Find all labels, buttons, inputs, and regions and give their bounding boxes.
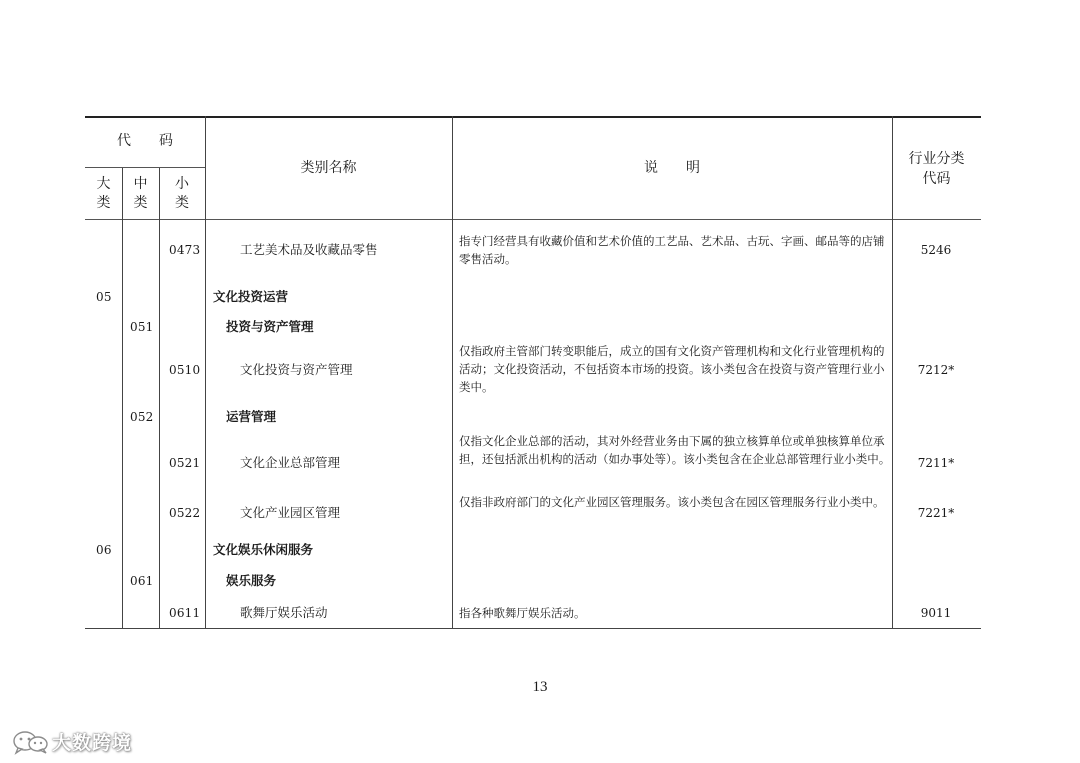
watermark (10, 728, 132, 755)
header-minor (159, 175, 205, 213)
table-row-0522-industry: 7221* (917, 506, 955, 520)
table-row-0521-name: 文化企业总部管理 (240, 455, 341, 470)
table-row-0522-minor: 0522 (169, 506, 201, 520)
table-row-061-name: 娱乐服务 (226, 573, 277, 588)
header-middle (122, 175, 159, 213)
table-row-0611-desc: 指各种歌舞厅娱乐活动。 (459, 606, 586, 620)
table-row-0611-name: 歌舞厅娱乐活动 (240, 605, 328, 620)
table-row-0510-industry: 7212* (917, 363, 955, 377)
header-industry-line1: 行业分类 (908, 151, 965, 167)
table-row-06-major: 06 (96, 543, 112, 557)
header-minor-line1: 小 (175, 176, 189, 192)
table-row-0510-name: 文化投资与资产管理 (240, 362, 353, 377)
header-category-name: 类别名称 (300, 160, 357, 176)
header-description: 说 明 (644, 160, 700, 176)
table-row-0473-name: 工艺美术品及收藏品零售 (240, 242, 378, 257)
table-row-051-name: 投资与资产管理 (226, 319, 314, 334)
page-number: 13 (532, 679, 548, 695)
table-row-05-name: 文化投资运营 (213, 289, 289, 304)
col-divider-name (452, 116, 453, 629)
table-row-0510-minor: 0510 (169, 363, 201, 377)
table-row-0521-desc: 仅指文化企业总部的活动，其对外经营业务由下属的独立核算单位或单独核算单位承担，还包括派出机构的活动（如办事处等）。该小类包含在企业总部管理行业小类中。 (459, 434, 891, 466)
header-middle-line2: 类 (133, 195, 148, 211)
col-divider-minor (205, 116, 206, 629)
table-row-0473-desc: 指专门经营具有收藏价值和艺术价值的工艺品、艺术品、古玩、字画、邮品等的店铺零售活动。 (459, 234, 885, 266)
table-row-06-name: 文化娱乐休闲服务 (213, 542, 314, 557)
wechat-logo-icon (10, 729, 52, 755)
header-bottom-rule (85, 219, 981, 220)
col-divider-middle (159, 168, 160, 629)
header-industry-line2: 代码 (922, 171, 951, 187)
table-row-0611-industry: 9011 (920, 606, 952, 620)
header-major-line2: 类 (96, 195, 111, 211)
table-top-rule (85, 116, 981, 118)
table-row-061-middle: 061 (130, 574, 154, 588)
table-row-05-major: 05 (96, 290, 112, 304)
classification-table (85, 116, 981, 629)
table-row-0473-minor: 0473 (169, 243, 201, 257)
header-major (85, 175, 122, 213)
table-row-0473-industry: 5246 (920, 243, 952, 257)
table-row-0521-minor: 0521 (169, 456, 201, 470)
header-industry-code (892, 149, 981, 189)
table-row-0522-desc: 仅指非政府部门的文化产业园区管理服务。该小类包含在园区管理服务行业小类中。 (459, 495, 885, 509)
table-row-0611-minor: 0611 (169, 606, 201, 620)
table-row-051-middle: 051 (130, 320, 154, 334)
table-row-052-name: 运营管理 (226, 409, 277, 424)
table-bottom-rule (85, 628, 981, 629)
code-header-rule (85, 167, 206, 168)
table-row-052-middle: 052 (130, 410, 154, 424)
watermark-text: 大数跨境 (52, 732, 133, 754)
table-row-0521-industry: 7211* (917, 456, 955, 470)
col-divider-major (122, 168, 123, 629)
header-minor-line2: 类 (175, 195, 189, 211)
table-row-0522-name: 文化产业园区管理 (240, 505, 341, 520)
header-major-line1: 大 (96, 176, 111, 192)
header-middle-line1: 中 (133, 176, 148, 192)
table-row-0510-desc: 仅指政府主管部门转变职能后，成立的国有文化资产管理机构和文化行业管理机构的活动；文化投资活动，不包括资本市场的投资。该小类包含在投资与资产管理行业小类中。 (459, 344, 885, 394)
header-code-group: 代 码 (117, 133, 173, 149)
